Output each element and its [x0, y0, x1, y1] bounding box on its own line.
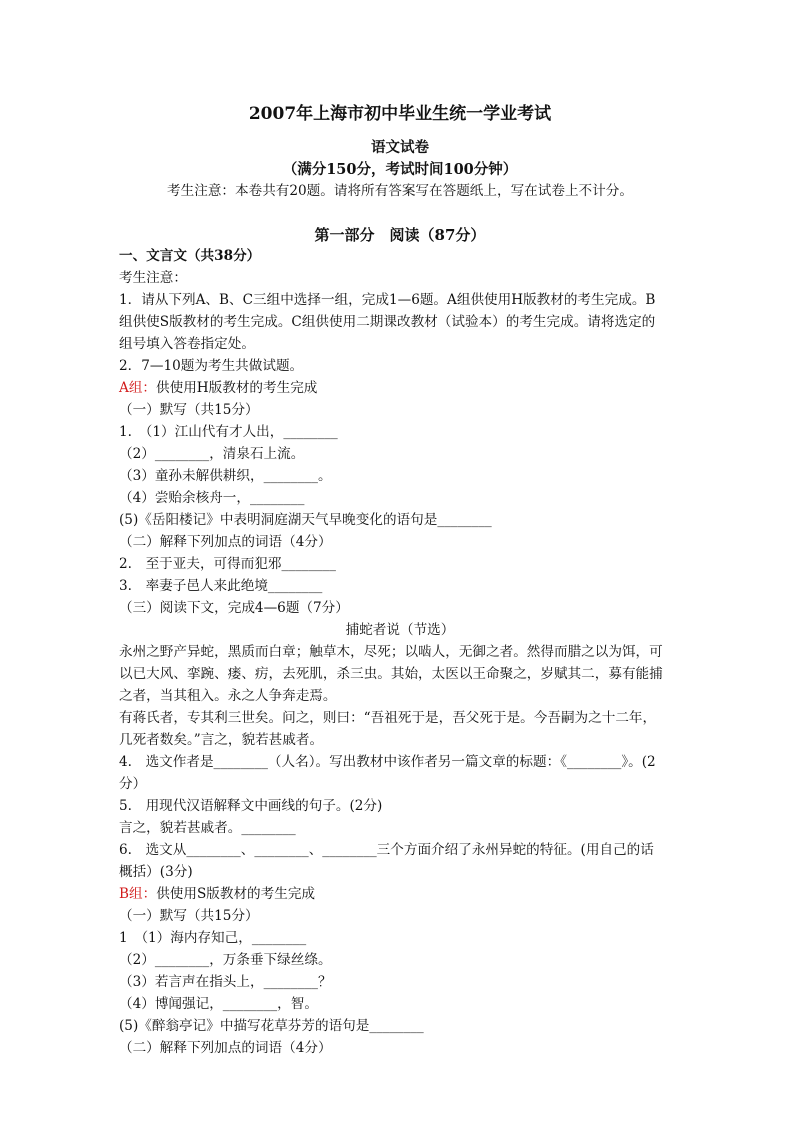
passage-title: 捕蛇者说（节选）	[345, 622, 455, 638]
group-b-desc: 供使用S版教材的考生完成	[156, 886, 316, 902]
dictation-item: （4）尝贻余核舟一，________	[119, 490, 305, 506]
notice-line: 2．7—10题为考生共做试题。	[119, 358, 304, 374]
passage-line: 永州之野产异蛇，黑质而白章；触草木，尽死；以啮人，无御之者。然得而腊之以为饵，可	[119, 644, 663, 660]
dictation-item: 1 （1）海内存知己，________	[119, 930, 307, 946]
group-b-label: B组：	[119, 886, 157, 902]
group-b-sub1: （一）默写（共15分）	[119, 908, 259, 924]
dictation-item: （3）童孙未解供耕织，________。	[119, 468, 332, 484]
passage-line: 几死者数矣。”言之，貌若甚戚者。	[119, 732, 324, 748]
group-b-sub2: （二）解释下列加点的词语（4分）	[119, 1040, 332, 1056]
dictation-item: （4）博闻强记，________，智。	[119, 996, 318, 1012]
score-time: （满分150分，考试时间100分钟）	[282, 161, 518, 178]
exam-subtitle: 语文试卷	[371, 139, 429, 156]
dictation-item: （3）若言声在指头上，________？	[119, 974, 332, 990]
explain-item: 3. 率妻子邑人来此绝境________	[119, 578, 323, 594]
notice-line: 组供使S版教材的考生完成。C组供使用二期课改教材（试验本）的考生完成。请将选定的	[119, 314, 656, 330]
explain-item: 2. 至于亚夫，可得而犯邪________	[119, 556, 336, 572]
exam-title: 2007年上海市初中毕业生统一学业考试	[248, 104, 552, 124]
question-line: 5. 用现代汉语解释文中画线的句子。(2分)	[119, 798, 383, 814]
group-a-desc: 供使用H版教材的考生完成	[156, 380, 318, 396]
group-a-sub2: （二）解释下列加点的词语（4分）	[119, 534, 332, 550]
dictation-item: （2）________，万条垂下绿丝绦。	[119, 952, 332, 968]
notice-label: 考生注意：	[119, 270, 187, 286]
group-a-header	[119, 377, 317, 399]
dictation-item: 1. （1）江山代有才人出，________	[119, 424, 338, 440]
dictation-item: (5)《醉翁亭记》中描写花草芬芳的语句是________	[119, 1018, 424, 1034]
notice-line: 1．请从下列A、B、C三组中选择一组，完成1—6题。A组供使用H版教材的考生完成。B	[119, 292, 656, 308]
part1-heading: 第一部分 阅读（87分）	[314, 226, 486, 244]
dictation-item: （2）________，清泉石上流。	[119, 446, 305, 462]
passage-line: 有蒋氏者，专其利三世矣。问之，则曰：“吾祖死于是，吾父死于是。今吾嗣为之十二年，	[119, 710, 657, 726]
dictation-item: (5)《岳阳楼记》中表明洞庭湖天气早晚变化的语句是________	[119, 512, 492, 528]
group-a-sub3: （三）阅读下文，完成4—6题（7分）	[119, 600, 349, 616]
question-line: 分）	[119, 776, 147, 792]
question-line: 概括）(3分)	[119, 864, 193, 880]
notice-line: 组号填入答卷指定处。	[119, 336, 255, 352]
question-line: 4. 选文作者是________（人名）。写出教材中该作者另一篇文章的标题：《________》。(2	[119, 754, 656, 770]
passage-line: 以已大风、挛踠、瘘、疠，去死肌，杀三虫。其始，太医以王命聚之，岁赋其二，募有能捕	[119, 666, 663, 682]
group-b-header	[119, 883, 315, 905]
passage-line: 之者，当其租入。永之人争奔走焉。	[119, 688, 337, 704]
exam-notice: 考生注意：本卷共有20题。请将所有答案写在答题纸上，写在试卷上不计分。	[167, 183, 633, 199]
question-line: 言之，貌若甚戚者。________	[119, 820, 296, 836]
group-a-sub1: （一）默写（共15分）	[119, 402, 259, 418]
group-a-label: A组：	[119, 380, 157, 396]
section1-title: 一、文言文（共38分）	[119, 248, 261, 264]
question-line: 6. 选文从________、________、________三个方面介绍了永州异蛇的特征。(用自己的话	[119, 842, 654, 858]
